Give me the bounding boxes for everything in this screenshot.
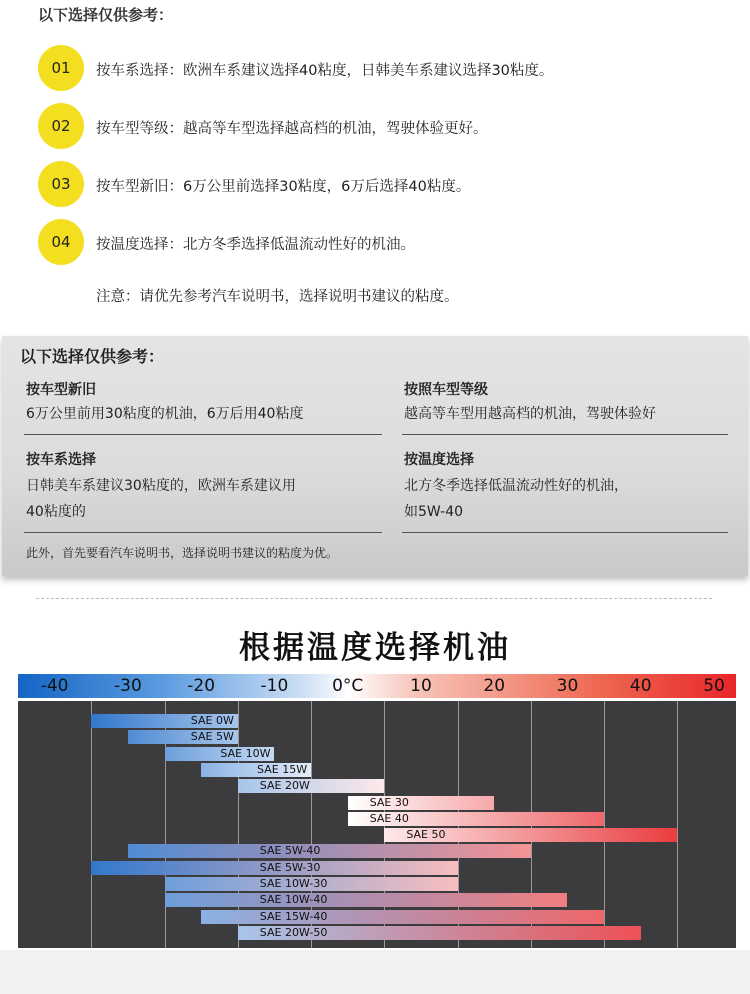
oil-grade-label: SAE 30 <box>369 795 409 809</box>
cell-heading-temperature: 按温度选择 <box>404 452 474 468</box>
oil-grade-label: SAE 50 <box>406 828 446 842</box>
item-number-badge: 02 <box>38 103 84 149</box>
x-tick-label: 0°C <box>332 676 364 696</box>
panel-title: 以下选择仅供参考： <box>20 347 165 366</box>
item-text: 按温度选择：北方冬季选择低温流动性好的机油。 <box>96 237 415 253</box>
cell-text-age: 6万公里前用30粘度的机油，6万后用40粘度 <box>26 406 304 422</box>
item-number-badge: 01 <box>38 45 84 91</box>
item-number-badge: 03 <box>38 161 84 207</box>
recommendation-item <box>38 161 738 207</box>
cell-divider <box>402 532 728 533</box>
panel-footer: 此外，首先要看汽车说明书，选择说明书建议的粘度为优。 <box>26 546 339 560</box>
oil-grade-label: SAE 5W-40 <box>259 844 321 858</box>
temperature-scale <box>18 674 736 698</box>
oil-grade-label: SAE 10W-30 <box>259 877 328 890</box>
cell-text-origin-1: 日韩美车系建议30粘度的，欧洲车系建议用 <box>26 478 296 494</box>
recommendation-item <box>38 45 738 91</box>
oil-grade-label: SAE 20W-50 <box>259 925 328 939</box>
oil-grade-label: SAE 40 <box>369 811 409 825</box>
section1-note: 注意：请优先参考汽车说明书，选择说明书建议的粘度。 <box>96 289 459 305</box>
x-tick-label: 50 <box>703 676 725 696</box>
x-tick-label: 20 <box>483 676 506 696</box>
item-text: 按车型新旧：6万公里前选择30粘度，6万后选择40粘度。 <box>96 179 471 195</box>
recommendation-item <box>38 103 738 149</box>
grid-line <box>604 701 605 948</box>
oil-grade-label: SAE 15W <box>257 762 308 776</box>
x-tick-label: -20 <box>187 676 216 696</box>
grid-line <box>91 701 92 948</box>
grid-line <box>677 701 678 948</box>
oil-grade-label: SAE 10W <box>220 746 271 760</box>
x-tick-label: -10 <box>260 676 289 696</box>
x-tick-label: 40 <box>629 676 652 696</box>
section1-title: 以下选择仅供参考： <box>38 6 174 24</box>
oil-grade-label: SAE 0W <box>190 714 234 727</box>
oil-grade-label: SAE 10W-40 <box>259 893 328 907</box>
cell-heading-origin: 按车系选择 <box>26 452 96 468</box>
oil-grade-label: SAE 15W-40 <box>259 909 328 923</box>
x-tick-label: 10 <box>410 676 432 696</box>
oil-grade-label: SAE 20W <box>259 779 310 793</box>
cell-heading-grade: 按照车型等级 <box>404 382 488 398</box>
oil-range-bar <box>128 844 531 858</box>
dashed-divider <box>36 598 712 599</box>
cell-divider <box>402 434 728 435</box>
cell-text-temperature-1: 北方冬季选择低温流动性好的机油， <box>404 478 628 494</box>
item-text: 按车系选择：欧洲车系建议选择40粘度，日韩美车系建议选择30粘度。 <box>96 63 554 79</box>
viscosity-chart-plot <box>18 701 736 948</box>
x-tick-label: -40 <box>40 676 69 696</box>
cell-divider <box>24 532 382 533</box>
chart-title: 根据温度选择机油 <box>239 630 511 666</box>
oil-grade-label: SAE 5W <box>190 730 234 744</box>
cell-heading-age: 按车型新旧 <box>26 382 96 398</box>
oil-range-bar <box>165 893 568 907</box>
item-text: 按车型等级：越高等车型选择越高档的机油，驾驶体验更好。 <box>96 121 488 137</box>
reference-panel <box>2 336 748 576</box>
cell-text-temperature-2: 如5W-40 <box>404 504 464 520</box>
x-tick-label: 30 <box>556 676 579 696</box>
cell-text-origin-2: 40粘度的 <box>26 504 86 520</box>
cell-divider <box>24 434 382 435</box>
recommendation-item <box>38 219 738 265</box>
item-number-badge: 04 <box>38 219 84 265</box>
x-tick-label: -30 <box>114 676 142 696</box>
cell-text-grade: 越高等车型用越高档的机油，驾驶体验好 <box>404 406 656 422</box>
oil-grade-label: SAE 5W-30 <box>259 860 321 874</box>
bottom-band <box>0 950 750 994</box>
